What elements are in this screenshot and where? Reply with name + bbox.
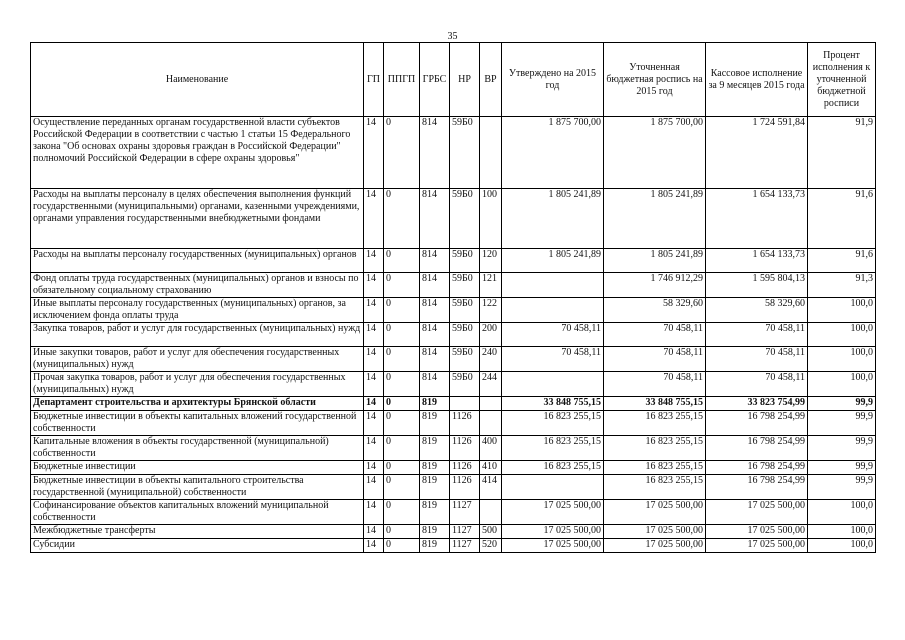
cell-approved: 1 875 700,00 (502, 117, 604, 189)
cell-pct: 99,9 (808, 475, 876, 500)
cell-refined: 16 823 255,15 (604, 411, 706, 436)
cell-vr: 520 (480, 539, 502, 553)
header-nr: НР (450, 43, 480, 117)
cell-gp: 14 (364, 461, 384, 475)
cell-approved: 16 823 255,15 (502, 461, 604, 475)
cell-refined: 1 746 912,29 (604, 273, 706, 298)
cell-approved: 17 025 500,00 (502, 525, 604, 539)
cell-pct: 100,0 (808, 347, 876, 372)
cell-ppgp: 0 (384, 347, 420, 372)
cell-grbs: 814 (420, 249, 450, 273)
cell-gp: 14 (364, 539, 384, 553)
cell-cash: 1 724 591,84 (706, 117, 808, 189)
cell-cash: 17 025 500,00 (706, 500, 808, 525)
cell-approved: 17 025 500,00 (502, 500, 604, 525)
cell-cash: 1 654 133,73 (706, 249, 808, 273)
cell-vr: 244 (480, 372, 502, 397)
cell-grbs: 819 (420, 539, 450, 553)
cell-vr: 400 (480, 436, 502, 461)
cell-grbs: 819 (420, 461, 450, 475)
cell-nr: 1127 (450, 500, 480, 525)
cell-nr: 59Б0 (450, 298, 480, 323)
cell-ppgp: 0 (384, 397, 420, 411)
cell-refined: 1 805 241,89 (604, 189, 706, 249)
table-row (31, 347, 876, 372)
cell-refined: 1 875 700,00 (604, 117, 706, 189)
cell-refined: 17 025 500,00 (604, 539, 706, 553)
cell-ppgp: 0 (384, 323, 420, 347)
cell-name: Закупка товаров, работ и услуг для государственных (муниципальных) нужд (31, 323, 364, 347)
cell-ppgp: 0 (384, 411, 420, 436)
table-row (31, 397, 876, 411)
cell-grbs: 814 (420, 298, 450, 323)
cell-name: Бюджетные инвестиции в объекты капитального строительства государственной (муниципальной) собственности (31, 475, 364, 500)
cell-name: Расходы на выплаты персоналу государственных (муниципальных) органов (31, 249, 364, 273)
cell-cash: 16 798 254,99 (706, 411, 808, 436)
cell-vr (480, 397, 502, 411)
cell-nr: 59Б0 (450, 323, 480, 347)
cell-refined: 17 025 500,00 (604, 500, 706, 525)
cell-cash: 58 329,60 (706, 298, 808, 323)
cell-refined: 16 823 255,15 (604, 461, 706, 475)
cell-name: Бюджетные инвестиции в объекты капитальных вложений государственной собственности (31, 411, 364, 436)
cell-refined: 1 805 241,89 (604, 249, 706, 273)
header-approved: Утверждено на 2015 год (502, 43, 604, 117)
cell-pct: 91,6 (808, 189, 876, 249)
cell-approved: 16 823 255,15 (502, 411, 604, 436)
cell-ppgp: 0 (384, 189, 420, 249)
header-gp: ГП (364, 43, 384, 117)
cell-pct: 100,0 (808, 323, 876, 347)
cell-name: Иные закупки товаров, работ и услуг для обеспечения государственных (муниципальных) нужд (31, 347, 364, 372)
cell-pct: 99,9 (808, 461, 876, 475)
cell-refined: 17 025 500,00 (604, 525, 706, 539)
cell-vr: 414 (480, 475, 502, 500)
header-vr: ВР (480, 43, 502, 117)
cell-cash: 17 025 500,00 (706, 525, 808, 539)
table-row (31, 372, 876, 397)
header-refined: Уточненная бюджетная роспись на 2015 год (604, 43, 706, 117)
table-header-row (31, 43, 876, 117)
cell-name: Департамент строительства и архитектуры Брянской области (31, 397, 364, 411)
cell-approved: 1 805 241,89 (502, 189, 604, 249)
cell-grbs: 819 (420, 411, 450, 436)
cell-pct: 100,0 (808, 525, 876, 539)
cell-pct: 100,0 (808, 500, 876, 525)
cell-pct: 91,6 (808, 249, 876, 273)
cell-grbs: 819 (420, 500, 450, 525)
cell-nr: 1126 (450, 436, 480, 461)
cell-ppgp: 0 (384, 475, 420, 500)
cell-gp: 14 (364, 372, 384, 397)
table-row (31, 475, 876, 500)
table-row (31, 273, 876, 298)
table-row (31, 189, 876, 249)
cell-gp: 14 (364, 436, 384, 461)
cell-approved (502, 298, 604, 323)
table-row (31, 117, 876, 189)
cell-name: Бюджетные инвестиции (31, 461, 364, 475)
cell-grbs: 819 (420, 436, 450, 461)
cell-vr: 122 (480, 298, 502, 323)
cell-approved (502, 372, 604, 397)
cell-ppgp: 0 (384, 249, 420, 273)
cell-cash: 16 798 254,99 (706, 436, 808, 461)
cell-pct: 100,0 (808, 372, 876, 397)
cell-refined: 33 848 755,15 (604, 397, 706, 411)
cell-grbs: 814 (420, 372, 450, 397)
page-number: 35 (447, 31, 458, 42)
header-grbs: ГРБС (420, 43, 450, 117)
cell-cash: 17 025 500,00 (706, 539, 808, 553)
cell-gp: 14 (364, 397, 384, 411)
cell-nr: 59Б0 (450, 117, 480, 189)
cell-pct: 99,9 (808, 411, 876, 436)
cell-gp: 14 (364, 323, 384, 347)
cell-ppgp: 0 (384, 525, 420, 539)
cell-grbs: 814 (420, 117, 450, 189)
cell-ppgp: 0 (384, 372, 420, 397)
cell-grbs: 814 (420, 347, 450, 372)
cell-pct: 99,9 (808, 397, 876, 411)
cell-cash: 70 458,11 (706, 372, 808, 397)
table-row (31, 500, 876, 525)
cell-vr: 410 (480, 461, 502, 475)
cell-nr: 59Б0 (450, 273, 480, 298)
cell-refined: 70 458,11 (604, 372, 706, 397)
cell-cash: 70 458,11 (706, 323, 808, 347)
table-row (31, 436, 876, 461)
cell-nr: 59Б0 (450, 347, 480, 372)
cell-nr: 1127 (450, 539, 480, 553)
cell-cash: 16 798 254,99 (706, 475, 808, 500)
table-row (31, 525, 876, 539)
cell-vr: 500 (480, 525, 502, 539)
cell-cash: 70 458,11 (706, 347, 808, 372)
cell-name: Межбюджетные трансферты (31, 525, 364, 539)
table-row (31, 323, 876, 347)
cell-nr: 59Б0 (450, 249, 480, 273)
cell-gp: 14 (364, 347, 384, 372)
cell-approved: 17 025 500,00 (502, 539, 604, 553)
cell-pct: 91,9 (808, 117, 876, 189)
cell-approved: 16 823 255,15 (502, 436, 604, 461)
cell-pct: 99,9 (808, 436, 876, 461)
cell-ppgp: 0 (384, 117, 420, 189)
cell-approved: 70 458,11 (502, 323, 604, 347)
cell-nr: 59Б0 (450, 372, 480, 397)
cell-nr: 59Б0 (450, 189, 480, 249)
cell-ppgp: 0 (384, 436, 420, 461)
cell-cash: 33 823 754,99 (706, 397, 808, 411)
cell-ppgp: 0 (384, 539, 420, 553)
cell-vr (480, 117, 502, 189)
cell-nr: 1127 (450, 525, 480, 539)
cell-nr: 1126 (450, 411, 480, 436)
table-body (31, 117, 876, 553)
cell-vr: 200 (480, 323, 502, 347)
cell-name: Расходы на выплаты персоналу в целях обеспечения выполнения функций государственными (муниципальными) органами, казенными учреждениями, органами управления государственными внебюджетными фондами (31, 189, 364, 249)
cell-name: Прочая закупка товаров, работ и услуг для обеспечения государственных (муниципальных) нужд (31, 372, 364, 397)
cell-approved (502, 273, 604, 298)
cell-ppgp: 0 (384, 500, 420, 525)
cell-vr: 120 (480, 249, 502, 273)
cell-ppgp: 0 (384, 298, 420, 323)
cell-refined: 58 329,60 (604, 298, 706, 323)
cell-grbs: 819 (420, 475, 450, 500)
cell-gp: 14 (364, 273, 384, 298)
cell-grbs: 819 (420, 525, 450, 539)
table-row (31, 249, 876, 273)
cell-name: Фонд оплаты труда государственных (муниципальных) органов и взносы по обязательному социальному страхованию (31, 273, 364, 298)
cell-approved: 1 805 241,89 (502, 249, 604, 273)
cell-gp: 14 (364, 525, 384, 539)
cell-ppgp: 0 (384, 273, 420, 298)
cell-grbs: 814 (420, 189, 450, 249)
cell-refined: 16 823 255,15 (604, 436, 706, 461)
cell-gp: 14 (364, 117, 384, 189)
cell-gp: 14 (364, 475, 384, 500)
cell-pct: 91,3 (808, 273, 876, 298)
cell-ppgp: 0 (384, 461, 420, 475)
header-percent: Процент исполнения к уточненной бюджетной росписи (808, 43, 876, 117)
cell-name: Иные выплаты персоналу государственных (муниципальных) органов, за исключением фонда оплаты труда (31, 298, 364, 323)
cell-gp: 14 (364, 249, 384, 273)
budget-table (30, 42, 876, 553)
cell-vr (480, 411, 502, 436)
table-row (31, 539, 876, 553)
cell-nr: 1126 (450, 461, 480, 475)
cell-pct: 100,0 (808, 298, 876, 323)
cell-name: Софинансирование объектов капитальных вложений муниципальной собственности (31, 500, 364, 525)
cell-refined: 70 458,11 (604, 347, 706, 372)
header-name: Наименование (31, 43, 364, 117)
cell-pct: 100,0 (808, 539, 876, 553)
table-row (31, 461, 876, 475)
cell-cash: 1 595 804,13 (706, 273, 808, 298)
cell-nr (450, 397, 480, 411)
cell-gp: 14 (364, 500, 384, 525)
cell-approved: 33 848 755,15 (502, 397, 604, 411)
cell-vr: 240 (480, 347, 502, 372)
cell-grbs: 819 (420, 397, 450, 411)
cell-name: Субсидии (31, 539, 364, 553)
cell-cash: 1 654 133,73 (706, 189, 808, 249)
cell-vr: 100 (480, 189, 502, 249)
cell-vr (480, 500, 502, 525)
cell-name: Капитальные вложения в объекты государственной (муниципальной) собственности (31, 436, 364, 461)
cell-refined: 16 823 255,15 (604, 475, 706, 500)
cell-nr: 1126 (450, 475, 480, 500)
cell-cash: 16 798 254,99 (706, 461, 808, 475)
header-cash: Кассовое исполнение за 9 месяцев 2015 года (706, 43, 808, 117)
cell-grbs: 814 (420, 273, 450, 298)
cell-gp: 14 (364, 411, 384, 436)
cell-name: Осуществление переданных органам государственной власти субъектов Российской Федерации в соответствии с частью 1 статьи 15 Федерального закона "Об основах охраны здоровья граждан в Российской Федерации" полномочий Российской Федерации в сфере охраны здоровья" (31, 117, 364, 189)
cell-approved: 70 458,11 (502, 347, 604, 372)
cell-grbs: 814 (420, 323, 450, 347)
cell-gp: 14 (364, 189, 384, 249)
table-row (31, 298, 876, 323)
cell-refined: 70 458,11 (604, 323, 706, 347)
table-row (31, 411, 876, 436)
cell-vr: 121 (480, 273, 502, 298)
cell-approved (502, 475, 604, 500)
header-ppgp: ППГП (384, 43, 420, 117)
cell-gp: 14 (364, 298, 384, 323)
